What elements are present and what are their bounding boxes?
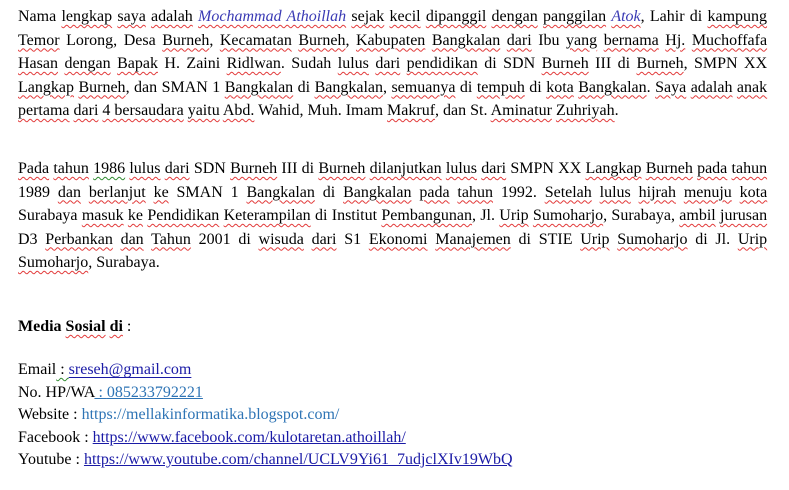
word: dan <box>120 230 144 248</box>
word: tahun <box>53 160 89 177</box>
word: S1 <box>344 230 362 248</box>
word: Burneh <box>318 160 366 177</box>
word: dipanggil <box>425 8 487 25</box>
word: , SMPN XX <box>683 55 768 72</box>
word: lulus <box>445 160 478 177</box>
word: SMPN XX <box>510 160 582 177</box>
word: Hj. <box>665 31 686 49</box>
word: Manajemen <box>435 230 511 248</box>
word: lulus <box>337 55 369 72</box>
word: , Lahir <box>640 8 685 25</box>
word: masuk <box>81 207 124 224</box>
word: lulus <box>599 183 631 201</box>
word: pertama <box>18 102 70 119</box>
word: Institut <box>331 207 378 224</box>
word: Saya <box>655 78 687 96</box>
word: , Jl. <box>472 207 495 224</box>
contact-list <box>18 359 778 472</box>
person-name: Mochammad Athoillah <box>198 8 347 25</box>
word: Sumoharjo <box>532 207 604 224</box>
word: , <box>209 31 214 49</box>
word: Setelah <box>544 183 592 201</box>
separator: : <box>69 406 82 423</box>
word: di <box>695 230 708 248</box>
word: berlanjut <box>88 183 146 201</box>
word: Imam <box>345 102 384 119</box>
word: dengan <box>64 55 111 72</box>
word: 4 bersaudara <box>102 102 184 119</box>
word: Burneh <box>162 31 210 49</box>
word: di <box>322 183 336 201</box>
word: , Surabaya, <box>603 207 675 224</box>
word: adalah <box>151 8 193 25</box>
social-media-heading <box>18 316 131 338</box>
nickname: Atok <box>611 8 641 25</box>
word: Muchoffafa <box>691 31 768 49</box>
word: 1989 <box>18 183 50 201</box>
word: ambil <box>679 207 716 224</box>
word: . <box>614 102 619 119</box>
word: Urip <box>499 207 529 224</box>
contact-youtube <box>18 449 778 472</box>
word: Bangkalan <box>578 78 647 96</box>
heading-word: Media <box>18 318 62 335</box>
word: Pendidikan <box>147 207 220 224</box>
word: pada <box>419 183 450 201</box>
contact-website <box>18 404 778 427</box>
word: Zuhriyah <box>555 102 615 119</box>
word: di <box>689 8 703 25</box>
word: Nama <box>18 8 57 25</box>
word: jurusan <box>720 207 768 224</box>
word: III di <box>595 55 631 72</box>
word: Langkap <box>585 160 642 177</box>
word: dari <box>311 230 337 248</box>
word: Bangkalan <box>246 183 315 201</box>
word: , <box>382 78 387 96</box>
heading-word: Sosial <box>65 318 106 335</box>
word: Urip <box>737 230 768 248</box>
word: Pada <box>18 160 50 177</box>
word: 1992. <box>500 183 537 201</box>
word: Bapak <box>117 55 158 72</box>
word: Burneh <box>645 160 693 177</box>
word: , dan St. <box>435 102 488 119</box>
word: dari <box>375 55 401 72</box>
word: pada <box>697 160 728 177</box>
word: dan <box>57 183 81 201</box>
word: panggilan <box>542 8 607 25</box>
word: kota <box>739 183 768 201</box>
heading-word: di <box>109 318 123 335</box>
word: . Sudah <box>280 55 332 72</box>
word: , dan SMAN 1 <box>125 78 221 96</box>
word: . <box>646 78 651 96</box>
word: tempuh <box>476 78 525 96</box>
word: Burneh <box>541 55 589 72</box>
word: ke <box>127 207 144 224</box>
word: ke <box>153 183 169 201</box>
separator: : <box>94 383 107 401</box>
word: Kecamatan <box>219 31 292 49</box>
word: yaitu <box>187 102 220 119</box>
word: Bangkalan <box>343 183 412 201</box>
youtube-label: Youtube <box>18 451 72 468</box>
word: dari <box>481 160 507 177</box>
word: H. Zaini <box>164 55 221 72</box>
word: Langkap <box>18 78 74 96</box>
word: semuanya <box>391 78 456 96</box>
biography-paragraph-1 <box>18 5 767 123</box>
word: Sumoharjo <box>617 230 688 248</box>
word: lengkap <box>61 8 113 25</box>
word: Pembangunan <box>381 207 473 224</box>
phone-link[interactable] <box>94 384 202 401</box>
word: Sumoharjo <box>18 254 89 271</box>
word: kampung <box>707 8 768 25</box>
word: Lorong, Desa <box>66 31 156 49</box>
word: , Surabaya. <box>88 254 160 271</box>
word: 1986 <box>93 160 126 177</box>
word: Temor <box>18 31 60 49</box>
word: tahun <box>457 183 493 201</box>
word: kota <box>546 78 574 96</box>
heading-colon: : <box>122 318 132 335</box>
word: dari <box>506 31 532 49</box>
word: di <box>297 78 311 96</box>
word: Tahun <box>151 230 191 248</box>
word: 2001 di <box>198 230 251 248</box>
word: Ekonomi <box>368 230 428 248</box>
word: Urip <box>580 230 610 248</box>
word: tahun <box>731 160 768 177</box>
word: D3 <box>18 230 38 248</box>
word: di <box>484 55 497 72</box>
word: Surabaya <box>18 207 78 224</box>
word: Hasan <box>18 55 58 72</box>
word: Burneh <box>78 78 126 96</box>
word: adalah <box>690 78 733 96</box>
word: kecil <box>389 8 421 25</box>
word: hijrah <box>638 183 676 201</box>
word: Burneh <box>298 31 346 49</box>
word: Wahid, <box>258 102 304 119</box>
word: wisuda <box>258 230 304 248</box>
word: di <box>459 78 473 96</box>
word: Keterampilan <box>223 207 311 224</box>
website-label: Website <box>18 406 70 423</box>
word: Bangkalan <box>314 78 383 96</box>
word: Bangkalan <box>431 31 501 49</box>
website-link[interactable]: https://mellakinformatika.blogspot.com/ <box>81 406 340 423</box>
word: III di <box>281 160 315 177</box>
phone-label: No. HP/WA <box>18 383 95 401</box>
word: dilanjutkan <box>369 160 442 177</box>
word: Bangkalan <box>224 78 294 96</box>
biography-paragraph-2 <box>18 157 767 275</box>
word: STIE <box>538 230 573 248</box>
word: SDN <box>193 160 226 177</box>
word: Muh. <box>307 102 342 119</box>
word: menuju <box>683 183 732 201</box>
word: pendidikan <box>406 55 478 72</box>
word: , <box>345 31 350 49</box>
word: Burneh <box>230 160 278 177</box>
word: Makruf <box>387 102 436 119</box>
word: lulus <box>129 160 161 177</box>
contact-email <box>18 359 778 382</box>
word: Abd. <box>222 102 255 119</box>
separator: : <box>56 361 69 378</box>
word: Jl. <box>715 230 731 248</box>
word: dari <box>164 160 190 177</box>
word: dari <box>73 102 99 119</box>
youtube-link[interactable]: https://www.youtube.com/channel/UCLV9Yi61_7udjclXIv19WbQ <box>83 451 513 468</box>
separator: : <box>80 428 93 446</box>
contact-facebook <box>18 427 778 450</box>
word: bernama <box>603 31 659 49</box>
word: SDN <box>503 55 536 72</box>
email-label: Email <box>18 361 57 378</box>
email-link[interactable]: sreseh@gmail.com <box>68 361 192 378</box>
phone-number: 085233792221 <box>106 383 203 401</box>
word: Ibu <box>538 31 560 49</box>
word: di <box>314 207 328 224</box>
word: di <box>529 78 542 96</box>
word: Burneh <box>636 55 684 72</box>
contact-phone <box>18 382 778 405</box>
word: anak <box>736 78 768 96</box>
word: saya <box>117 8 146 25</box>
separator: : <box>71 451 84 468</box>
word: Kabupaten <box>355 31 426 49</box>
word: dengan <box>491 8 538 25</box>
facebook-label: Facebook <box>18 428 81 446</box>
word: Ridlwan <box>226 55 281 72</box>
word: sejak <box>351 8 385 25</box>
word: SMAN 1 <box>176 183 239 201</box>
word: yang <box>566 31 598 49</box>
word: Perbankan <box>45 230 113 248</box>
word: di <box>518 230 531 248</box>
word: Aminatur <box>490 102 552 119</box>
facebook-link[interactable]: https://www.facebook.com/kulotaretan.athoillah/ <box>92 428 406 446</box>
